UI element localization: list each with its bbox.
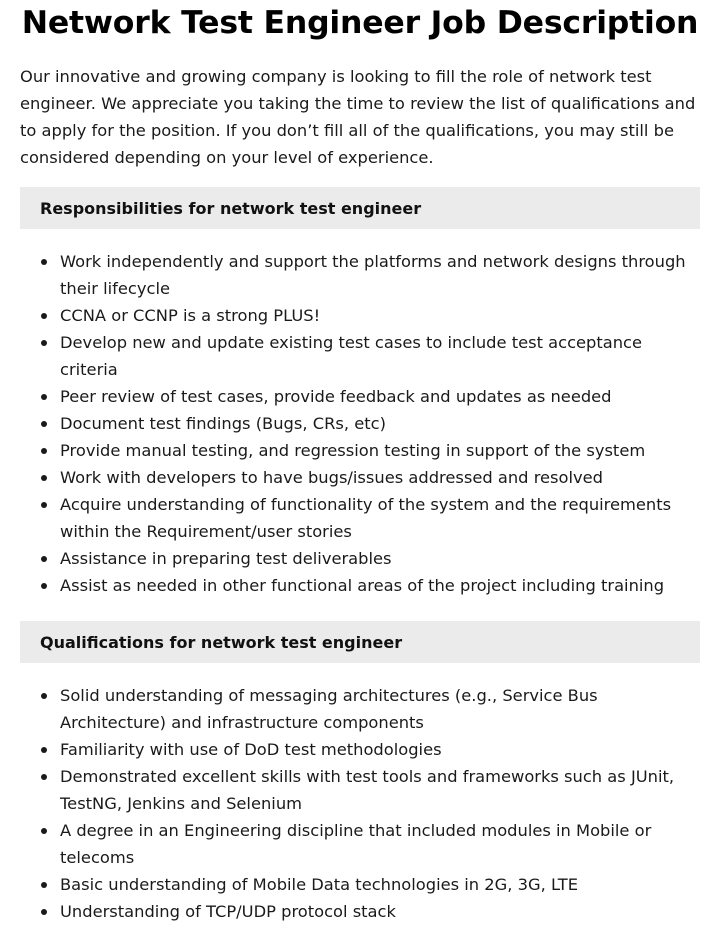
list-item-text: Document test findings (Bugs, CRs, etc) [60,414,386,433]
qualifications-list [20,682,700,925]
list-item-text: Peer review of test cases, provide feedback and updates as needed [60,387,612,406]
bullet-icon [41,774,47,780]
list-item-text: Work with developers to have bugs/issues addressed and resolved [60,468,603,487]
list-item [20,817,700,871]
responsibilities-heading [20,187,700,229]
bullet-icon [41,448,47,454]
bullet-icon [41,583,47,589]
list-item-text: Understanding of TCP/UDP protocol stack [60,902,396,921]
list-item [20,898,700,925]
list-item [20,383,700,410]
list-item [20,410,700,437]
list-item [20,491,700,545]
bullet-icon [41,747,47,753]
list-item [20,736,700,763]
list-item [20,329,700,383]
list-item [20,464,700,491]
bullet-icon [41,259,47,265]
list-item [20,763,700,817]
bullet-icon [41,394,47,400]
list-item-text: Develop new and update existing test cases to include test acceptance criteria [60,333,643,379]
list-item-text: Assist as needed in other functional areas of the project including training [60,576,665,595]
bullet-icon [41,421,47,427]
section-spacer [20,599,700,605]
list-item-text: Work independently and support the platforms and network designs through their lifecycle [60,252,686,298]
list-item-text: Acquire understanding of functionality of the system and the requirements within the Requirement/user stories [60,495,672,541]
responsibilities-list [20,248,700,599]
bullet-icon [41,693,47,699]
list-item [20,248,700,302]
list-item-text: Demonstrated excellent skills with test tools and frameworks such as JUnit, TestNG, Jenkins and Selenium [60,767,675,813]
qualifications-heading [20,621,700,663]
list-item [20,545,700,572]
responsibilities-heading-label: Responsibilities for network test engineer [40,198,422,218]
list-item-text: Provide manual testing, and regression testing in support of the system [60,441,646,460]
bullet-icon [41,475,47,481]
bullet-icon [41,313,47,319]
list-item [20,871,700,898]
list-item-text: Assistance in preparing test deliverables [60,549,392,568]
list-item-text: CCNA or CCNP is a strong PLUS! [60,306,321,325]
qualifications-heading-label: Qualifications for network test engineer [40,632,403,652]
list-item [20,302,700,329]
bullet-icon [41,909,47,915]
page-title: Network Test Engineer Job Description [21,5,699,41]
list-item-text: Solid understanding of messaging architectures (e.g., Service Bus Architecture) and infrastructure components [60,686,598,732]
list-item [20,682,700,736]
bullet-icon [41,340,47,346]
list-item-text: A degree in an Engineering discipline that included modules in Mobile or telecoms [60,821,652,867]
list-item-text: Familiarity with use of DoD test methodologies [60,740,442,759]
list-item [20,572,700,599]
bullet-icon [41,556,47,562]
bullet-icon [41,828,47,834]
bullet-icon [41,502,47,508]
list-item-text: Basic understanding of Mobile Data technologies in 2G, 3G, LTE [60,875,579,894]
list-item [20,437,700,464]
intro-paragraph: Our innovative and growing company is looking to fill the role of network test engineer. We appreciate you taking the time to review the list of qualifications and to apply for the position. If you don’t fill all of the qualifications, you may still be considered depending on your level of experience. [20,67,696,167]
bullet-icon [41,882,47,888]
